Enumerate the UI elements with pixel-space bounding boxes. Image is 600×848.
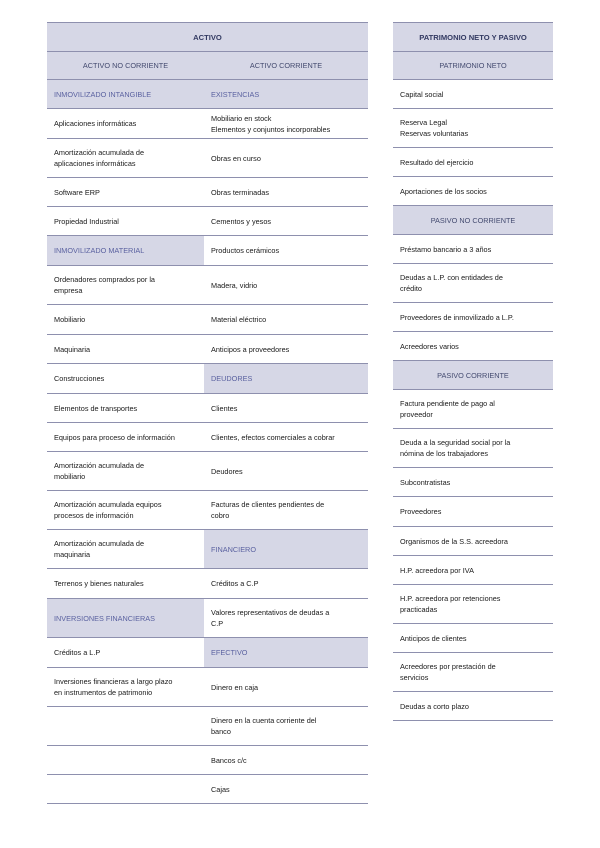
activo-corriente-cell: Madera, vidrio [211, 280, 258, 290]
activo-no-corriente-cell [47, 775, 204, 803]
activo-no-corriente-cell: Mobiliario [54, 315, 86, 324]
activo-row [47, 305, 368, 335]
pasivo-cell: Organismos de la S.S. acreedora [400, 536, 508, 546]
activo-no-corriente-cell: Maquinaria [54, 344, 91, 354]
activo-no-corriente-cell: Créditos a L.P [54, 648, 101, 657]
pasivo-row [393, 692, 553, 721]
activo-no-corriente-cell: Elementos de transportes [54, 403, 138, 413]
pasivo-cell: Factura pendiente de pago al proveedor [400, 399, 495, 419]
pasivo-cell: Deudas a corto plazo [400, 701, 469, 711]
pasivo-cell: Subcontratistas [400, 477, 451, 487]
pasivo-row [393, 332, 553, 361]
activo-no-corriente-cell: Inversiones financieras a largo plazo en instrumentos de patrimonio [54, 677, 173, 697]
activo-corriente-cell: Obras terminadas [211, 187, 269, 197]
activo-row [47, 775, 368, 804]
activo-no-corriente-cell [47, 707, 204, 745]
activo-no-corriente-cell: INVERSIONES FINANCIERAS [47, 599, 204, 637]
activo-row [47, 668, 368, 707]
activo-corriente-cell: Productos cerámicos [211, 246, 280, 255]
pasivo-cell: Capital social [400, 89, 444, 99]
activo-corriente-header: ACTIVO CORRIENTE [204, 52, 368, 79]
activo-body [47, 80, 368, 804]
pasivo-row [393, 148, 553, 177]
activo-row [47, 139, 368, 178]
pasivo-row [393, 206, 553, 235]
activo-no-corriente-cell: Ordenadores comprados por la empresa [54, 275, 155, 295]
pasivo-row [393, 264, 553, 303]
activo-row [47, 364, 368, 394]
activo-no-corriente-cell: INMOVILIZADO MATERIAL [47, 236, 204, 265]
activo-corriente-cell: EFECTIVO [204, 638, 368, 667]
activo-row [47, 599, 368, 638]
pasivo-row [393, 177, 553, 206]
activo-corriente-cell: Cajas [211, 784, 230, 794]
activo-no-corriente-cell: Propiedad Industrial [54, 216, 119, 226]
pasivo-row [393, 556, 553, 585]
activo-no-corriente-cell: INMOVILIZADO INTANGIBLE [47, 80, 204, 108]
pasivo-cell: Resultado del ejercicio [400, 157, 474, 167]
pasivo-cell: Acreedores varios [400, 341, 459, 351]
activo-corriente-cell: EXISTENCIAS [204, 80, 368, 108]
activo-corriente-cell: Obras en curso [211, 153, 261, 163]
pasivo-row [393, 429, 553, 468]
activo-row [47, 707, 368, 746]
activo-row [47, 236, 368, 266]
activo-row [47, 746, 368, 775]
activo-title-row [47, 23, 368, 52]
activo-title: ACTIVO [47, 23, 368, 51]
activo-row [47, 638, 368, 668]
activo-row [47, 530, 368, 569]
pasivo-body [393, 52, 553, 721]
pasivo-row [393, 390, 553, 429]
pasivo-row [393, 235, 553, 264]
pasivo-section-header: PASIVO NO CORRIENTE [393, 206, 553, 234]
pasivo-row [393, 361, 553, 390]
activo-row [47, 452, 368, 491]
pasivo-section-header: PATRIMONIO NETO [393, 52, 553, 79]
pasivo-row [393, 109, 553, 148]
activo-subheader-row [47, 52, 368, 80]
activo-row [47, 335, 368, 364]
pasivo-cell: Aportaciones de los socios [400, 186, 487, 196]
activo-row [47, 266, 368, 305]
pasivo-cell: Anticipos de clientes [400, 633, 467, 643]
pasivo-row [393, 624, 553, 653]
activo-corriente-cell: Valores representativos de deudas a C.P [211, 608, 330, 628]
activo-no-corriente-cell [47, 746, 204, 774]
pasivo-cell: Proveedores de inmovilizado a L.P. [400, 312, 514, 322]
activo-no-corriente-cell: Amortización acumulada de aplicaciones informáticas [54, 148, 145, 168]
activo-no-corriente-cell: Amortización acumulada equipos procesos de información [54, 500, 162, 520]
pasivo-cell: H.P. acreedora por IVA [400, 565, 474, 575]
pasivo-row [393, 303, 553, 332]
activo-row [47, 178, 368, 207]
activo-row [47, 491, 368, 530]
pasivo-cell: Proveedores [400, 507, 442, 516]
activo-corriente-cell: Créditos a C.P [211, 579, 259, 588]
activo-corriente-cell: Deudores [211, 466, 243, 476]
activo-row [47, 394, 368, 423]
activo-no-corriente-cell: Equipos para proceso de información [54, 432, 175, 442]
patrimonio-pasivo-table [393, 22, 553, 721]
activo-corriente-cell: Bancos c/c [211, 755, 247, 765]
pasivo-cell: Deuda a la seguridad social por la nómina de los trabajadores [400, 438, 511, 458]
activo-no-corriente-cell: Aplicaciones informáticas [54, 119, 137, 128]
pasivo-row [393, 497, 553, 527]
activo-corriente-cell: DEUDORES [204, 364, 368, 393]
pasivo-cell: Deudas a L.P. con entidades de crédito [400, 273, 503, 293]
activo-corriente-cell: Clientes, efectos comerciales a cobrar [211, 432, 335, 442]
activo-no-corriente-cell: Software ERP [54, 187, 100, 197]
pasivo-title: PATRIMONIO NETO Y PASIVO [393, 23, 553, 51]
activo-row [47, 207, 368, 236]
activo-row [47, 109, 368, 139]
activo-corriente-cell: Mobiliario en stock Elementos y conjuntos incorporables [211, 113, 331, 134]
activo-no-corriente-cell: Terrenos y bienes naturales [54, 579, 144, 588]
activo-corriente-cell: Facturas de clientes pendientes de cobro [211, 500, 325, 520]
activo-corriente-cell: Clientes [211, 403, 238, 413]
activo-no-corriente-cell: Construcciones [54, 374, 105, 383]
pasivo-row [393, 468, 553, 497]
activo-corriente-cell: Dinero en la cuenta corriente del banco [211, 716, 317, 736]
pasivo-row [393, 80, 553, 109]
pasivo-row [393, 585, 553, 624]
activo-row [47, 80, 368, 109]
activo-no-corriente-header: ACTIVO NO CORRIENTE [47, 52, 204, 79]
pasivo-section-header: PASIVO CORRIENTE [393, 361, 553, 389]
activo-no-corriente-cell: Amortización acumulada de maquinaria [54, 539, 145, 559]
pasivo-cell: Préstamo bancario a 3 años [400, 244, 492, 254]
activo-corriente-cell: FINANCIERO [204, 530, 368, 568]
pasivo-title-row [393, 23, 553, 52]
activo-corriente-cell: Dinero en caja [211, 682, 259, 692]
pasivo-row [393, 527, 553, 556]
pasivo-cell: H.P. acreedora por retenciones practicadas [400, 594, 501, 614]
activo-table [47, 22, 368, 804]
activo-corriente-cell: Material eléctrico [211, 315, 267, 324]
activo-row [47, 569, 368, 599]
activo-corriente-cell: Cementos y yesos [211, 216, 272, 226]
pasivo-cell: Acreedores por prestación de servicios [400, 662, 496, 682]
pasivo-row [393, 52, 553, 80]
activo-corriente-cell: Anticipos a proveedores [211, 344, 290, 354]
activo-row [47, 423, 368, 452]
pasivo-cell: Reserva Legal Reservas voluntarias [400, 118, 469, 138]
activo-no-corriente-cell: Amortización acumulada de mobiliario [54, 461, 145, 481]
pasivo-row [393, 653, 553, 692]
